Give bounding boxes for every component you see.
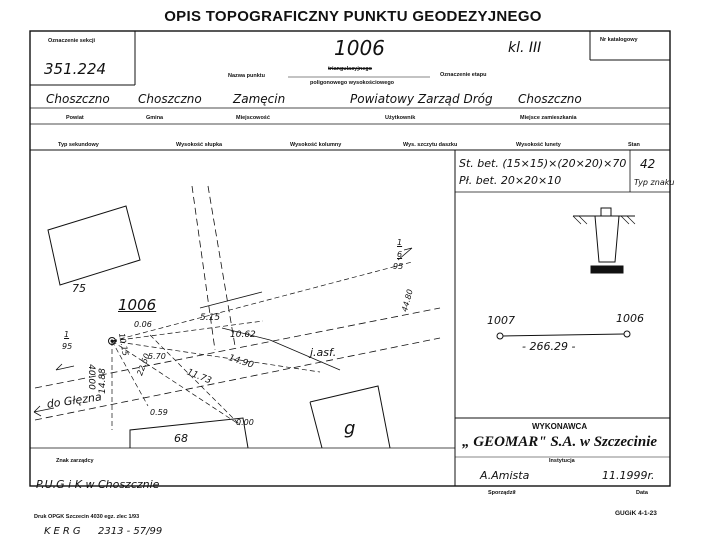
kolumna-label: Wysokość kolumny: [290, 142, 342, 148]
miejscowosc-value: Zamęcin: [233, 92, 286, 106]
kerg-value: 2313 - 57/99: [98, 526, 163, 537]
owner-label: Znak zarządcy: [56, 458, 94, 464]
stabilization-line2: Pł. bet. 20×20×10: [459, 174, 562, 187]
sketch-point-number: 1006: [118, 296, 157, 314]
monument-diagram: [565, 200, 645, 280]
typ-label: Typ sekundowy: [58, 142, 99, 148]
traverse-from: 1007: [487, 314, 515, 327]
frac-left-top: 1: [64, 330, 70, 339]
gmina-label: Gmina: [146, 115, 164, 121]
point-name-label: Nazwa punktu: [228, 73, 265, 79]
gmina-value: Choszczno: [138, 92, 202, 106]
frac-right-bot: 95: [393, 262, 404, 271]
uzytkownik-value: Powiatowy Zarząd Dróg: [350, 92, 493, 106]
frac-right-mid: 6: [397, 250, 403, 259]
owner-value: P.U.G i K w Choszcznie: [36, 478, 160, 491]
slup-label: Wysokość słupka: [176, 142, 223, 148]
measure-5: 11.73: [185, 367, 213, 387]
measure-8: 22.60: [135, 352, 152, 377]
stan-label: Stan: [628, 142, 640, 148]
traverse-to: 1006: [616, 312, 644, 325]
point-name-opt2: poligonowego wysokościowego: [310, 80, 395, 86]
station-label: Oznaczenie sekcji: [48, 38, 96, 44]
building-68: [130, 418, 248, 448]
measure-10: 40.00: [85, 364, 96, 390]
road-label: j.asf.: [310, 346, 337, 359]
measure-13: 44.80: [400, 288, 415, 313]
building-75-label: 75: [72, 282, 86, 295]
traverse-distance: - 266.29 -: [522, 340, 576, 353]
type-number: 42: [640, 157, 656, 171]
date-value: 11.1999r.: [602, 469, 655, 482]
building-75: [48, 206, 140, 285]
author-value: A.Amista: [480, 469, 530, 482]
powiat-value: Choszczno: [46, 92, 110, 106]
frac-left-bot: 95: [62, 342, 73, 351]
measure-2: 5.15: [200, 313, 221, 323]
stabilization-line1: St. bet. (15×15)×(20×20)×70: [459, 157, 627, 170]
measure-3: 10.62: [230, 330, 256, 340]
point-class: kl. III: [508, 40, 542, 56]
kerg-label: KERG: [44, 526, 84, 537]
form-code: GUGiK 4-1-23: [615, 510, 657, 517]
wys-label: Wys. szczytu daszku: [403, 142, 458, 148]
powiat-label: Powiat: [66, 115, 84, 121]
measure-9: 5.70: [148, 352, 166, 361]
miejscowosc-label: Miejscowość: [236, 115, 270, 121]
building-68-label: 68: [174, 432, 188, 445]
lunety-label: Wysokość lunety: [516, 142, 561, 148]
contractor-name: „ GEOMAR" S.A. w Szczecinie: [462, 434, 658, 450]
measure-7: 10.15: [117, 332, 130, 357]
miejsce-value: Choszczno: [518, 92, 582, 106]
type-label: Typ znaku: [634, 178, 675, 187]
frac-right-top: 1: [397, 238, 403, 247]
measure-6: 14.88: [97, 368, 108, 394]
date-label: Data: [636, 490, 648, 496]
catalog-label: Nr katalogowy: [600, 37, 638, 43]
printer-info: Druk OPGK Szczecin 4030 egz. zlec 1/93: [34, 514, 140, 520]
measure-1: 0.06: [134, 320, 152, 329]
miejsce-label: Miejsce zamieszkania: [520, 115, 577, 121]
institution-label: Instytucja: [549, 458, 575, 464]
point-number: 1006: [334, 36, 385, 60]
direction-label: do Głęzna: [46, 390, 103, 411]
author-label: Sporządził: [488, 490, 516, 496]
page-title: OPIS TOPOGRAFICZNY PUNKTU GEODEZYJNEGO: [164, 8, 542, 25]
measure-12: 0.59: [150, 408, 168, 417]
uzytkownik-label: Użytkownik: [385, 115, 416, 121]
contractor-label: WYKONAWCA: [532, 422, 588, 431]
measure-4: 14.90: [227, 353, 255, 371]
measure-11: 0.00: [236, 418, 254, 427]
station-value: 351.224: [44, 60, 107, 78]
building-g-label: g: [344, 418, 356, 439]
stage-label: Oznaczenie etapu: [440, 72, 487, 78]
point-name-opt1: triangulacyjnego: [328, 66, 373, 72]
